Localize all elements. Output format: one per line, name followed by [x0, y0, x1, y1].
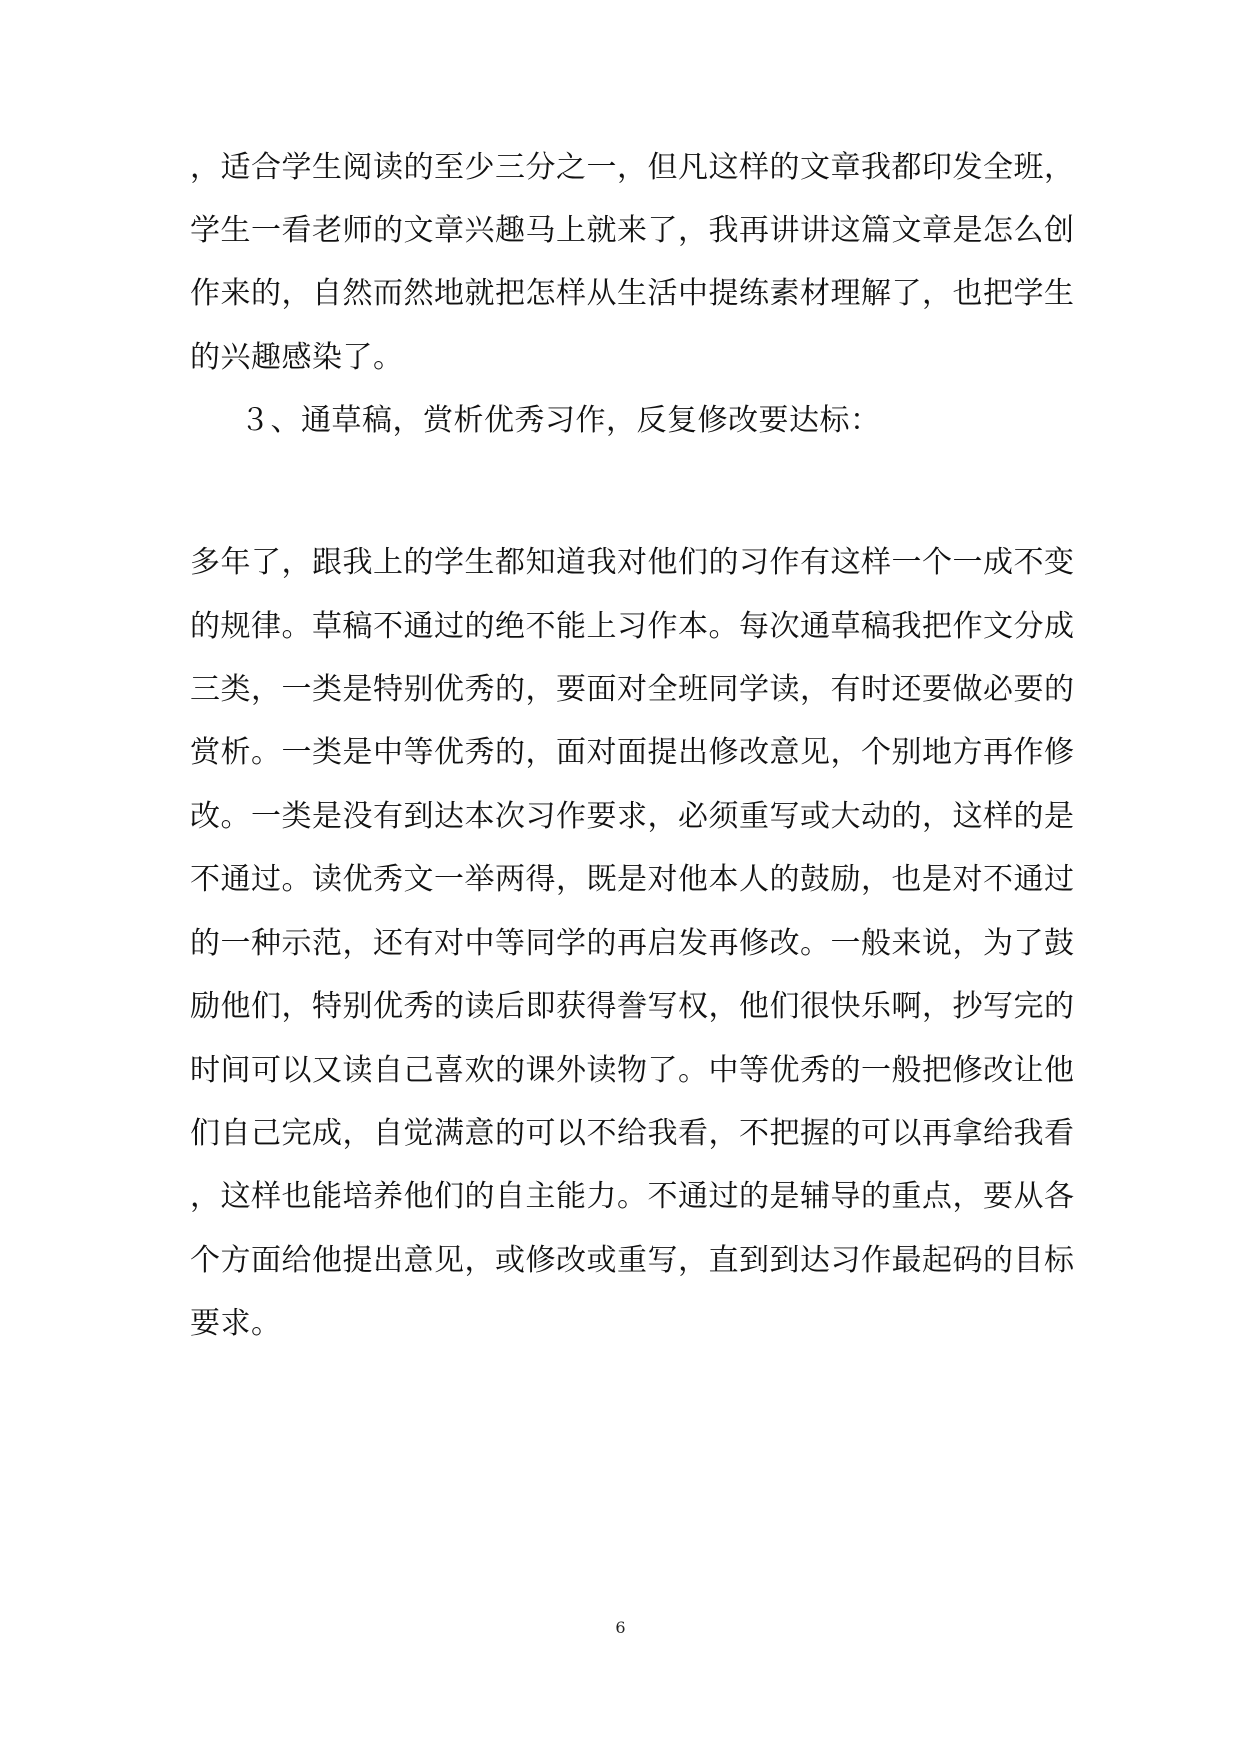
paragraph-line: ，适合学生阅读的至少三分之一，但凡这样的文章我都印发全班， [190, 150, 1075, 185]
paragraph-line: 要求。 [190, 1306, 282, 1341]
paragraph-line: 们自己完成，自觉满意的可以不给我看，不把握的可以再拿给我看 [190, 1116, 1075, 1151]
paragraph-line: 时间可以又读自己喜欢的课外读物了。中等优秀的一般把修改让他 [190, 1053, 1075, 1088]
page-number: 6 [615, 1618, 626, 1637]
paragraph-line: 赏析。一类是中等优秀的，面对面提出修改意见，个别地方再作修 [190, 735, 1075, 770]
paragraph-line: 的一种示范，还有对中等同学的再启发再修改。一般来说，为了鼓 [190, 926, 1075, 961]
paragraph-line: 多年了，跟我上的学生都知道我对他们的习作有这样一个一成不变 [190, 545, 1075, 580]
paragraph-line: 的兴趣感染了。 [190, 340, 404, 375]
paragraph-line: 三类，一类是特别优秀的，要面对全班同学读，有时还要做必要的 [190, 672, 1075, 707]
paragraph-line: 作来的，自然而然地就把怎样从生活中提练素材理解了，也把学生 [190, 276, 1075, 311]
paragraph-line: ，这样也能培养他们的自主能力。不通过的是辅导的重点，要从各 [190, 1179, 1075, 1214]
section-heading: ３、通草稿，赏析优秀习作，反复修改要达标： [240, 403, 881, 438]
paragraph-line: 励他们，特别优秀的读后即获得誊写权，他们很快乐啊，抄写完的 [190, 989, 1075, 1024]
paragraph-line: 学生一看老师的文章兴趣马上就来了，我再讲讲这篇文章是怎么创 [190, 213, 1075, 248]
paragraph-line: 个方面给他提出意见，或修改或重写，直到到达习作最起码的目标 [190, 1243, 1075, 1278]
paragraph-line: 改。一类是没有到达本次习作要求，必须重写或大动的，这样的是 [190, 799, 1075, 834]
paragraph-line: 不通过。读优秀文一举两得，既是对他本人的鼓励，也是对不通过 [190, 862, 1075, 897]
paragraph-line: 的规律。草稿不通过的绝不能上习作本。每次通草稿我把作文分成 [190, 609, 1075, 644]
